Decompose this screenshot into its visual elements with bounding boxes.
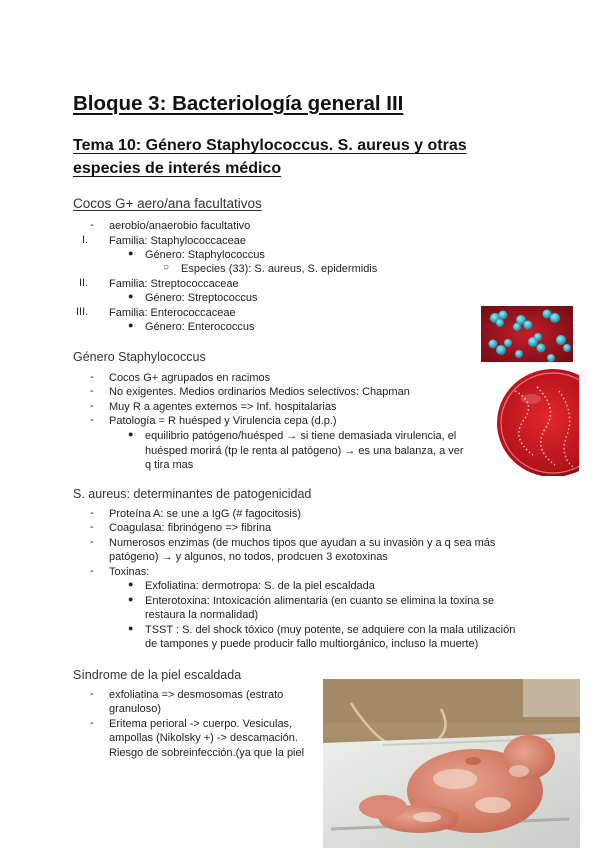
- list-item: Familia: Enterococcaceae: [109, 307, 236, 319]
- sindrome-heading: Síndrome de la piel escaldada: [73, 668, 242, 682]
- bullet-marker: ●: [128, 248, 134, 258]
- tema-heading-line2: especies de interés médico: [73, 160, 282, 177]
- genero-heading: Género Staphylococcus: [73, 350, 206, 364]
- list-item: Toxinas:: [109, 566, 150, 578]
- list-item: Familia: Streptococcaceae: [109, 278, 239, 290]
- list-item: q tira mas: [145, 459, 194, 471]
- list-item: patógeno) → y algunos, no todos, prodcuen 3 exotoxinas: [109, 551, 388, 563]
- list-item: Numerosos enzimas (de muchos tipos que ayudan a su invasión y a q sea más: [109, 537, 496, 549]
- bullet-marker: ●: [128, 623, 134, 633]
- dash-marker: -: [90, 507, 94, 519]
- list-item: equilibrio patógeno/huésped → si tiene demasiada virulencia, el: [145, 430, 457, 442]
- roman-marker: II.: [79, 277, 89, 289]
- list-item: restaura la normalidad): [145, 609, 259, 621]
- bullet-marker: ●: [128, 429, 134, 439]
- bullet-marker: ●: [128, 320, 134, 330]
- list-item: Eritema perioral -> cuerpo. Vesiculas,: [109, 718, 293, 730]
- dash-marker: -: [90, 565, 94, 577]
- dash-marker: -: [90, 521, 94, 533]
- dash-marker: -: [90, 536, 94, 548]
- list-item: ampollas (Nikolsky +) -> descamación.: [109, 732, 298, 744]
- dash-marker: -: [90, 400, 94, 412]
- list-item: Patología = R huésped y Virulencia cepa (d.p.): [109, 415, 337, 427]
- roman-marker: I.: [82, 234, 89, 246]
- tema-heading-line1: Tema 10: Género Staphylococcus. S. aureus y otras: [73, 137, 467, 154]
- list-item: Cocos G+ agrupados en racimos: [109, 372, 271, 384]
- cocos-heading: Cocos G+ aero/ana facultativos: [73, 196, 262, 211]
- dash-marker: -: [90, 219, 94, 231]
- list-item: Género: Streptococcus: [145, 292, 258, 304]
- dash-marker: -: [90, 717, 94, 729]
- aureus-heading: S. aureus: determinantes de patogenicidad: [73, 487, 312, 501]
- bullet-marker: ●: [128, 594, 134, 604]
- roman-marker: III.: [76, 306, 89, 318]
- list-item: Enterotoxina: Intoxicación alimentaria (en cuanto se elimina la toxina se: [145, 595, 495, 607]
- scalded-skin-patient-photo: [323, 679, 580, 848]
- list-item: exfoliatina => desmosomas (estrato: [109, 689, 284, 701]
- bullet-marker: ●: [128, 579, 134, 589]
- list-item: granuloso): [109, 703, 161, 715]
- list-item: aerobio/anaerobio facultativo: [109, 220, 251, 232]
- list-item: Género: Enterococcus: [145, 321, 255, 333]
- petri-dish-image: [497, 369, 579, 476]
- page-title: Bloque 3: Bacteriología general III: [73, 92, 404, 115]
- list-item: Proteína A: se une a IgG (# fagocitosis): [109, 508, 301, 520]
- list-item: Género: Staphylococcus: [145, 249, 265, 261]
- list-item: huésped morirá (tp le renta al patógeno) → es una balanza, a ver: [145, 445, 464, 457]
- dash-marker: -: [90, 371, 94, 383]
- dash-marker: -: [90, 688, 94, 700]
- list-item: Exfoliatina: dermotropa: S. de la piel escaldada: [145, 580, 375, 592]
- dash-marker: -: [90, 385, 94, 397]
- list-item: de tampones y puede producir fallo multiorgánico, incluso la muerte): [145, 638, 479, 650]
- list-item: Riesgo de sobreinfección.(ya que la piel: [109, 747, 305, 759]
- list-item: Muy R a agentes externos => Inf. hospitalarias: [109, 401, 337, 413]
- dash-marker: -: [90, 414, 94, 426]
- list-item: TSST : S. del shock tóxico (muy potente, se adquiere con la mala utilización: [145, 624, 516, 636]
- list-item: Especies (33): S. aureus, S. epidermidis: [181, 263, 378, 275]
- circle-marker: ○: [163, 262, 170, 273]
- list-item: No exigentes. Medios ordinarios Medios selectivos: Chapman: [109, 386, 410, 398]
- cocci-micrograph-image: [481, 306, 573, 362]
- list-item: Coagulasa: fibrinógeno => fibrina: [109, 522, 272, 534]
- list-item: Familia: Staphylococcaceae: [109, 235, 246, 247]
- bullet-marker: ●: [128, 291, 134, 301]
